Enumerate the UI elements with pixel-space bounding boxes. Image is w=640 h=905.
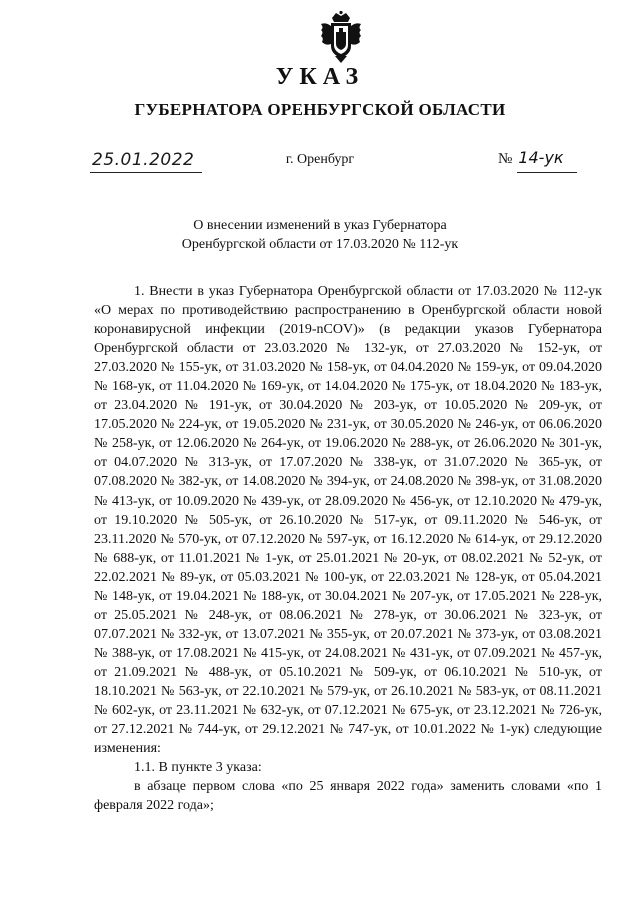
paragraph-1: 1. Внести в указ Губернатора Оренбургской области от 17.03.2020 № 112-ук «О мерах по противодействию распространению в Оренбургской области новой коронавирусной инфекции (2019-nCOV)» (в редакции указов Губернатора Оренбургской области от 23.03.2020 № 132-ук, от 27.03.2020 № 152-ук, от 27.03.2020 № 155-ук, от 31.03.2020 № 158-ук, от 04.04.2020 № 159-ук, от 09.04.2020 № 168-ук, от 11.04.2020 № 169-ук, от 14.04.2020 № 175-ук, от 18.04.2020 № 183-ук, от 23.04.2020 № 191-ук, от 30.04.2020 № 203-ук, от 10.05.2020 № 209-ук, от 17.05.2020 № 224-ук, от 19.05.2020 № 231-ук, от 30.05.2020 № 246-ук, от 06.06.2020 № 258-ук, от 12.06.2020 № 264-ук, от 19.06.2020 № 288-ук, от 26.06.2020 № 301-ук, от 04.07.2020 № 313-ук, от 17.07.2020 № 338-ук, от 31.07.2020 № 365-ук, от 07.08.2020 № 382-ук, от 14.08.2020 № 394-ук, от 24.08.2020 № 398-ук, от 31.08.2020 № 413-ук, от 10.09.2020 № 439-ук, от 28.09.2020 № 456-ук, от 12.10.2020 № 479-ук, от 19.10.2020 № 505-ук, от 26.10.2020 № 517-ук, от 09.11.2020 № 546-ук, от 23.11.2020 № 570-ук, от 07.12.2020 № 597-ук, от 16.12.2020 № 614-ук, от 29.12.2020 № 688-ук, от 11.01.2021 № 1-ук, от 25.01.2021 № 20-ук, от 08.02.2021 № 52-ук, от 22.02.2021 № 89-ук, от 05.03.2021 № 100-ук, от 22.03.2021 № 128-ук, от 05.04.2021 № 148-ук, от 19.04.2021 № 188-ук, от 30.04.2021 № 207-ук, от 17.05.2021 № 228-ук, от 25.05.2021 № 248-ук, от 08.06.2021 № 278-ук, от 30.06.2021 № 323-ук, от 07.07.2021 № 332-ук, от 13.07.2021 № 355-ук, от 20.07.2021 № 373-ук, от 03.08.2021 № 388-ук, от 17.08.2021 № 415-ук, от 24.08.2021 № 431-ук, от 07.09.2021 № 457-ук, от 21.09.2021 № 488-ук, от 05.10.2021 № 509-ук, от 06.10.2021 № 510-ук, от 18.10.2021 № 563-ук, от 22.10.2021 № 579-ук, от 26.10.2021 № 583-ук, от 08.11.2021 № 602-ук, от 23.11.2021 № 632-ук, от 07.12.2021 № 675-ук, от 23.12.2021 № 726-ук, от 27.12.2021 № 744-ук, от 29.12.2021 № 747-ук, от 10.01.2022 № 1-ук) следующие изменения: — [94, 284, 602, 757]
document-heading — [0, 216, 640, 254]
paragraph-3: в абзаце первом слова «по 25 января 2022 года» заменить словами «по 1 февраля 2022 года»; — [94, 779, 602, 814]
document-subtitle: ГУБЕРНАТОРА ОРЕНБУРГСКОЙ ОБЛАСТИ — [134, 100, 506, 119]
document-date: 25.01.2022 — [92, 150, 195, 170]
paragraph-2: 1.1. В пункте 3 указа: — [134, 760, 262, 776]
document-body — [94, 282, 602, 815]
document-city: г. Оренбург — [285, 152, 355, 167]
number-underline — [517, 172, 577, 173]
heading-line-1: О внесении изменений в указ Губернатора — [193, 218, 447, 233]
coat-of-arms-icon — [318, 10, 364, 64]
date-underline — [90, 172, 202, 173]
document-number — [498, 148, 564, 168]
number-value: 14-ук — [518, 148, 564, 167]
number-sign: № — [498, 151, 513, 167]
document-title: УКАЗ — [275, 64, 365, 90]
heading-line-2: Оренбургской области от 17.03.2020 № 112-ук — [181, 237, 459, 252]
